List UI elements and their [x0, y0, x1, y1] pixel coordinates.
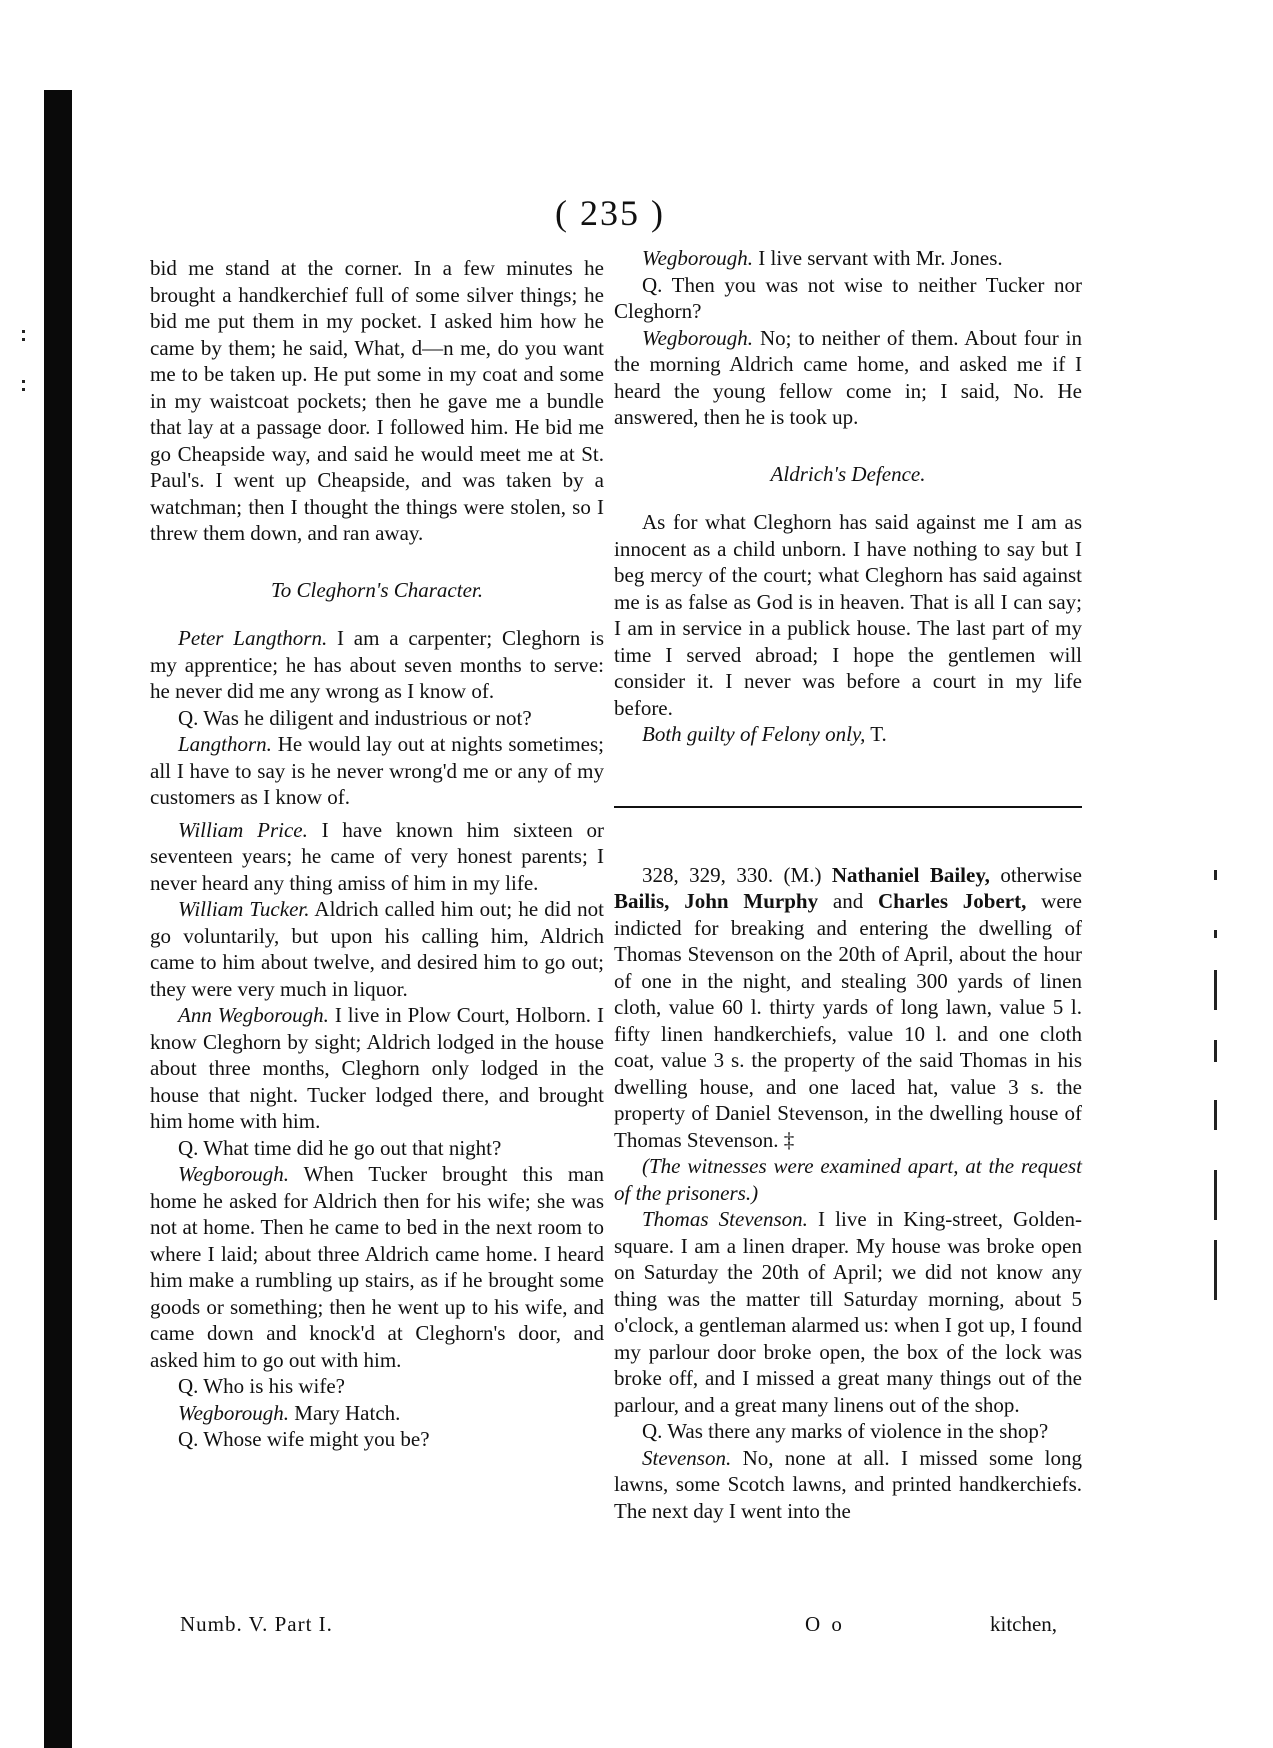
speaker-name: Wegborough.: [178, 1400, 290, 1425]
testimony-langthorn: [150, 625, 604, 705]
speaker-name: Wegborough.: [178, 1162, 290, 1186]
section-heading-cleghorn-character: To Cleghorn's Character.: [271, 577, 483, 602]
testimony-text: I live servant with Mr. Jones.: [753, 246, 1003, 270]
indictment: [614, 862, 1082, 1154]
case-numbers: 328, 329, 330. (M.): [642, 862, 822, 887]
testimony-ann-wegborough: [150, 1002, 604, 1135]
part-number-footer: Numb. V. Part I.: [180, 1612, 333, 1636]
page-edge-marks: [1210, 870, 1224, 1310]
right-column: [614, 245, 1082, 1524]
testimony-text: I live in King-street, Golden-square. I am a linen draper. My house was broke open on Saturday the 20th of April; we did not know any thing was the matter till Saturday morning, about 5 o'clock, a gentleman alarmed us: when I got up, I found my parlour door broke open, the box of the lock was broke off, and I missed a great many things out of the parlour, and a great many linens out of the shop.: [614, 1207, 1082, 1417]
left-column: [150, 255, 604, 1453]
speaker-name: Stevenson.: [642, 1445, 732, 1470]
speaker-name: Wegborough.: [642, 325, 754, 350]
speaker-name: Wegborough.: [642, 246, 754, 270]
book-spine-shadow: [44, 90, 72, 1748]
testimony-stevenson: [614, 1206, 1082, 1418]
witnesses-note: (The witnesses were examined apart, at the request of the prisoners.): [614, 1154, 1082, 1205]
indictment-text: were indicted for breaking and entering the dwelling of Thomas Stevenson on the 20th of April, about the hour of one in the night, and stealing 300 yards of linen cloth, value 60 l. thirty yards of long lawn, value 5 l. fifty linen handkerchiefs, value 10 l. and one cloth coat, value 3 s. the property of the said Thomas in his dwelling house, and one laced hat, value 3 s. the property of Daniel Stevenson, in the dwelling house of Thomas Stevenson. ‡: [614, 889, 1082, 1152]
indictment-text: otherwise: [989, 862, 1082, 887]
question: Q. Whose wife might you be?: [178, 1427, 430, 1451]
testimony-price: [150, 817, 604, 897]
speaker-name: Ann Wegborough.: [178, 1003, 329, 1027]
testimony-wegborough: [150, 1161, 604, 1373]
speaker-name: William Tucker.: [178, 897, 310, 921]
testimony-text: No; to neither of them. About four in the morning Aldrich came home, and asked me if I heard the young fellow come in; I said, No. He answered, then he is took up.: [614, 325, 1082, 429]
defendant-name: Charles Jobert,: [878, 889, 1027, 913]
question: Q. What time did he go out that night?: [178, 1135, 502, 1160]
testimony-text: I live in Plow Court, Holborn. I know Cleghorn by sight; Aldrich lodged in the house about three months, Cleghorn only lodged in the house that night. Tucker lodged there, and brought him home with him.: [150, 1003, 604, 1133]
section-heading-aldrich-defence: Aldrich's Defence.: [770, 461, 926, 486]
catchword: kitchen,: [990, 1612, 1058, 1636]
verdict-sentence: T.: [865, 722, 887, 746]
speaker-name: William Price.: [178, 817, 308, 842]
defence-statement: As for what Cleghorn has said against me I am as innocent as a child unborn. I have nothing to say but I beg mercy of the court; what Cleghorn has said against me is as false as God is in heaven. That is all I can say; I am in service in a publick house. The last part of my time I served abroad; I hope the gentlemen will consider it. I never was before a court in my life before.: [614, 510, 1082, 720]
speaker-name: Peter Langthorn.: [178, 626, 328, 650]
testimony-text: When Tucker brought this man home he asked for Aldrich then for his wife; she was not at home. Then he came to bed in the next room to where I laid; about three Aldrich came home. I heard him make a rumbling up stairs, as if he brought some goods or something; then he went up to his wife, and came down and knock'd at Cleghorn's door, and asked him to go out with him.: [150, 1162, 604, 1372]
defendant-name: Nathaniel Bailey,: [831, 862, 990, 887]
signature-mark: O o: [805, 1612, 845, 1636]
question: Q. Was there any marks of violence in the shop?: [642, 1419, 1049, 1443]
speaker-name: Thomas Stevenson.: [642, 1207, 808, 1231]
testimony-stevenson-2: [614, 1445, 1082, 1525]
case-divider-rule: [614, 806, 1082, 808]
defendant-name: Bailis, John Murphy: [614, 889, 819, 913]
verdict: [614, 721, 1082, 748]
testimony-text: He would lay out at nights sometimes; all I have to say is he never wrong'd me or any of my customers as I know of.: [150, 732, 604, 809]
question: Q. Was he diligent and industrious or not?: [178, 705, 532, 730]
testimony-text: Aldrich called him out; he did not go voluntarily, but upon his calling him, Aldrich came to him about twelve, and desired him to go out; they were very much in liquor.: [150, 897, 604, 1001]
testimony-text: No, none at all. I missed some long lawns, some Scotch lawns, and printed handkerchiefs. The next day I went into the: [614, 1445, 1082, 1523]
testimony-text: I have known him sixteen or seventeen years; he came of very honest parents; I never heard any thing amiss of him in my life.: [150, 817, 604, 895]
indictment-text: and: [818, 889, 879, 913]
question: Q. Who is his wife?: [178, 1374, 346, 1398]
verdict-text: Both guilty of Felony only,: [642, 722, 866, 746]
testimony-wegborough-4: [614, 325, 1082, 431]
testimony-wegborough-3: [614, 245, 1082, 272]
question: Q. Then you was not wise to neither Tucker nor Cleghorn?: [614, 272, 1082, 323]
continued-testimony: bid me stand at the corner. In a few minutes he brought a handkerchief full of some silver things; he bid me put them in my pocket. I asked him how he came by them; he said, What, d—n me, do you want me to be taken up. He put some in my coat and some in my waistcoat pockets; then he gave me a bundle that lay at a passage door. I followed him. He bid me go Cheapside way, and said he would meet me at St. Paul's. I went up Cheapside, and was taken by a watchman; then I thought the things were stolen, so I threw them down, and ran away.: [150, 256, 604, 545]
page-number: ( 235 ): [555, 193, 665, 233]
testimony-langthorn-2: [150, 731, 604, 811]
testimony-text: I am a carpenter; Cleghorn is my apprentice; he has about seven months to serve: he never did me any wrong as I know of.: [150, 626, 604, 703]
testimony-tucker: [150, 896, 604, 1002]
testimony-wegborough-2: [150, 1400, 604, 1427]
testimony-text: Mary Hatch.: [289, 1400, 401, 1425]
speaker-name: Langthorn.: [178, 732, 272, 756]
